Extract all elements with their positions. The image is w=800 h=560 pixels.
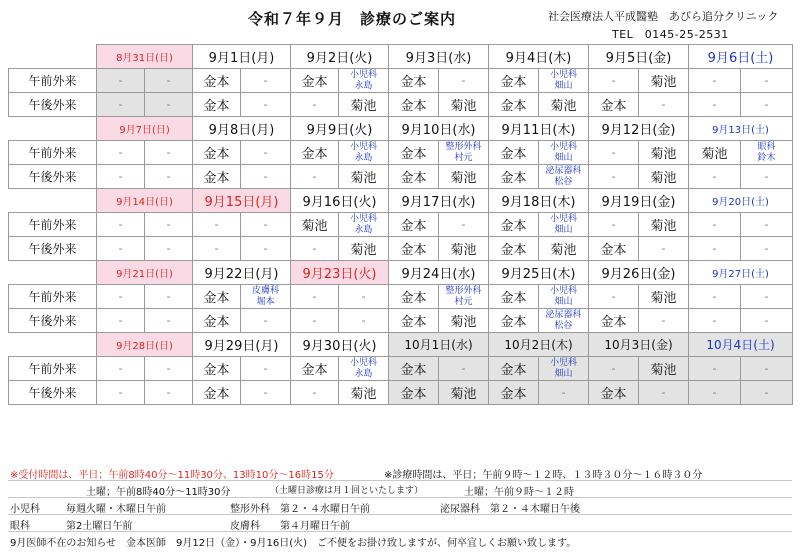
date-header: 9月23日(火)	[291, 261, 389, 285]
date-header: 10月1日(水)	[389, 333, 489, 357]
doctor-cell: 金本	[489, 237, 539, 261]
empty-slot: -	[689, 357, 741, 381]
doctor-absence-notice: 9月医師不在のお知らせ 金本医師 9月12日（金）・9月16日(火) ご不便をお掛け致しますが、何卒宜しくお願い致します。	[10, 538, 577, 549]
specialist-cell	[339, 141, 389, 165]
morning-row	[9, 357, 793, 381]
empty-slot: -	[589, 213, 639, 237]
doctor-cell: 金本	[291, 69, 339, 93]
doctor-cell: 金本	[193, 69, 241, 93]
afternoon-row	[9, 381, 793, 405]
doctor-cell: 菊池	[439, 309, 489, 333]
doctor-cell: 菊池	[439, 381, 489, 405]
notes-row-saturday	[8, 481, 792, 498]
date-header: 9月13日(土)	[689, 117, 793, 141]
empty-slot: -	[741, 285, 793, 309]
specialty-name: 小児科	[350, 141, 378, 152]
empty-slot: -	[145, 285, 193, 309]
clinic-phone: TEL 0145-25-2531	[612, 28, 729, 41]
doctor-cell: 菊池	[291, 213, 339, 237]
doctor-name: 村元	[454, 152, 473, 163]
date-header: 9月12日(金)	[589, 117, 689, 141]
dermatology-schedule: 皮膚科 第４月曜日午前	[230, 521, 350, 532]
empty-slot: -	[291, 93, 339, 117]
specialty-name: 小児科	[350, 213, 378, 224]
empty-slot: -	[741, 357, 793, 381]
doctor-cell: 菊池	[439, 165, 489, 189]
date-header: 9月27日(土)	[689, 261, 793, 285]
doctor-name: 堀本	[256, 296, 275, 307]
specialty-name: 皮膚科	[252, 285, 280, 296]
date-header: 9月2日(火)	[291, 45, 389, 69]
doctor-cell: 菊池	[339, 165, 389, 189]
afternoon-row	[9, 93, 793, 117]
doctor-cell: 金本	[589, 381, 639, 405]
notes-section	[8, 464, 792, 549]
specialist-cell	[439, 141, 489, 165]
doctor-name: 鈴木	[757, 152, 776, 163]
ophthalmology-schedule: 第2土曜日午前	[66, 521, 133, 532]
empty-slot: -	[741, 165, 793, 189]
date-header: 9月8日(月)	[193, 117, 291, 141]
date-header: 9月20日(土)	[689, 189, 793, 213]
specialist-cell	[439, 285, 489, 309]
notes-row-specialists-2	[8, 515, 792, 532]
date-row-corner	[9, 189, 97, 213]
empty-slot: -	[689, 237, 741, 261]
doctor-name: 畑山	[554, 152, 573, 163]
doctor-cell: 金本	[193, 357, 241, 381]
date-header: 9月28日(日)	[97, 333, 193, 357]
empty-slot: -	[241, 357, 291, 381]
doctor-name: 畑山	[554, 368, 573, 379]
date-header: 9月11日(木)	[489, 117, 589, 141]
doctor-cell: 金本	[489, 141, 539, 165]
doctor-cell: 菊池	[689, 141, 741, 165]
specialty-name: 整形外科	[445, 141, 482, 152]
doctor-cell: 菊池	[339, 93, 389, 117]
empty-slot: -	[97, 165, 145, 189]
empty-slot: -	[339, 309, 389, 333]
date-header: 9月21日(日)	[97, 261, 193, 285]
doctor-cell: 菊池	[539, 237, 589, 261]
date-header: 9月10日(水)	[389, 117, 489, 141]
empty-slot: -	[97, 213, 145, 237]
empty-slot: -	[291, 165, 339, 189]
date-header: 10月4日(土)	[689, 333, 793, 357]
specialist-cell	[539, 69, 589, 93]
date-header: 9月5日(金)	[589, 45, 689, 69]
urology-schedule: 泌尿器科 第２・４木曜日午後	[440, 504, 580, 515]
doctor-name: 村元	[454, 296, 473, 307]
doctor-cell: 金本	[389, 357, 439, 381]
schedule-table	[8, 44, 793, 405]
doctor-cell: 金本	[193, 165, 241, 189]
empty-slot: -	[145, 93, 193, 117]
afternoon-label: 午後外来	[9, 165, 97, 189]
date-row-corner	[9, 261, 97, 285]
morning-label: 午前外来	[9, 141, 97, 165]
specialty-name: 泌尿器科	[545, 165, 582, 176]
empty-slot: -	[589, 285, 639, 309]
doctor-name: 畑山	[554, 224, 573, 235]
doctor-name: 松谷	[554, 176, 573, 187]
empty-slot: -	[97, 237, 145, 261]
doctor-cell: 金本	[291, 357, 339, 381]
empty-slot: -	[145, 141, 193, 165]
doctor-cell: 金本	[389, 165, 439, 189]
pediatrics-label: 小児科	[10, 504, 40, 515]
date-header: 10月3日(金)	[589, 333, 689, 357]
specialty-name: 小児科	[550, 285, 578, 296]
specialist-cell	[539, 165, 589, 189]
empty-slot: -	[291, 237, 339, 261]
doctor-cell: 金本	[589, 309, 639, 333]
doctor-cell: 菊池	[539, 93, 589, 117]
doctor-cell: 菊池	[639, 141, 689, 165]
afternoon-label: 午後外来	[9, 93, 97, 117]
doctor-cell: 金本	[489, 165, 539, 189]
date-header: 9月6日(土)	[689, 45, 793, 69]
empty-slot: -	[97, 285, 145, 309]
specialty-name: 眼科	[757, 141, 776, 152]
doctor-cell: 金本	[389, 69, 439, 93]
specialty-name: 小児科	[550, 357, 578, 368]
specialist-cell	[339, 357, 389, 381]
empty-slot: -	[97, 69, 145, 93]
date-row	[9, 45, 793, 69]
doctor-name: 永島	[354, 224, 373, 235]
empty-slot: -	[689, 381, 741, 405]
doctor-name: 永島	[354, 368, 373, 379]
date-row	[9, 189, 793, 213]
date-row	[9, 117, 793, 141]
empty-slot: -	[741, 93, 793, 117]
empty-slot: -	[639, 237, 689, 261]
empty-slot: -	[241, 381, 291, 405]
doctor-cell: 金本	[489, 69, 539, 93]
doctor-name: 松谷	[554, 320, 573, 331]
specialty-name: 小児科	[550, 69, 578, 80]
empty-slot: -	[439, 213, 489, 237]
doctor-cell: 金本	[589, 237, 639, 261]
morning-row	[9, 141, 793, 165]
empty-slot: -	[145, 213, 193, 237]
doctor-name: 畑山	[554, 80, 573, 91]
date-header: 8月31日(日)	[97, 45, 193, 69]
doctor-cell: 金本	[389, 309, 439, 333]
clinic-name: 社会医療法人平成醫塾 あびら追分クリニック	[548, 10, 779, 23]
date-header: 9月19日(金)	[589, 189, 689, 213]
empty-slot: -	[241, 93, 291, 117]
empty-slot: -	[145, 357, 193, 381]
specialty-name: 小児科	[350, 69, 378, 80]
specialist-cell	[241, 285, 291, 309]
morning-row	[9, 285, 793, 309]
doctor-cell: 金本	[489, 357, 539, 381]
specialist-cell	[539, 213, 589, 237]
empty-slot: -	[689, 309, 741, 333]
date-header: 9月3日(水)	[389, 45, 489, 69]
empty-slot: -	[741, 309, 793, 333]
doctor-cell: 菊池	[639, 69, 689, 93]
afternoon-label: 午後外来	[9, 381, 97, 405]
date-header: 9月17日(水)	[389, 189, 489, 213]
afternoon-row	[9, 237, 793, 261]
doctor-cell: 金本	[193, 309, 241, 333]
empty-slot: -	[97, 309, 145, 333]
doctor-name: 永島	[354, 80, 373, 91]
doctor-name: 畑山	[554, 296, 573, 307]
empty-slot: -	[741, 381, 793, 405]
empty-slot: -	[639, 309, 689, 333]
specialty-name: 整形外科	[445, 285, 482, 296]
doctor-cell: 金本	[389, 237, 439, 261]
consultation-hours-note: ※診療時間は、平日；午前９時～１２時、１３時３０分～１６時３０分	[384, 470, 703, 481]
specialist-cell	[539, 141, 589, 165]
date-header: 9月25日(木)	[489, 261, 589, 285]
doctor-cell: 金本	[193, 93, 241, 117]
empty-slot: -	[97, 93, 145, 117]
empty-slot: -	[241, 69, 291, 93]
specialist-cell	[539, 285, 589, 309]
date-row-corner	[9, 117, 97, 141]
pediatrics-schedule: 毎週火曜・木曜日午前	[66, 504, 166, 515]
empty-slot: -	[339, 285, 389, 309]
empty-slot: -	[741, 69, 793, 93]
morning-row	[9, 69, 793, 93]
empty-slot: -	[589, 165, 639, 189]
afternoon-label: 午後外来	[9, 309, 97, 333]
specialist-cell	[539, 309, 589, 333]
notes-row-absence	[8, 532, 792, 549]
doctor-cell: 金本	[291, 141, 339, 165]
doctor-cell: 菊池	[439, 93, 489, 117]
empty-slot: -	[639, 93, 689, 117]
empty-slot: -	[291, 285, 339, 309]
morning-label: 午前外来	[9, 69, 97, 93]
empty-slot: -	[241, 309, 291, 333]
morning-row	[9, 213, 793, 237]
date-row-corner	[9, 333, 97, 357]
date-header: 9月16日(火)	[291, 189, 389, 213]
specialist-cell	[339, 213, 389, 237]
date-header: 9月4日(木)	[489, 45, 589, 69]
morning-label: 午前外来	[9, 285, 97, 309]
date-header: 9月7日(日)	[97, 117, 193, 141]
empty-slot: -	[589, 141, 639, 165]
empty-slot: -	[241, 213, 291, 237]
saturday-frequency-note: （土曜日診療は月１回といたします）	[270, 486, 424, 496]
empty-slot: -	[145, 69, 193, 93]
empty-slot: -	[689, 93, 741, 117]
date-header: 9月9日(火)	[291, 117, 389, 141]
empty-slot: -	[97, 357, 145, 381]
empty-slot: -	[689, 69, 741, 93]
doctor-cell: 菊池	[639, 213, 689, 237]
empty-slot: -	[539, 381, 589, 405]
date-header: 9月22日(月)	[193, 261, 291, 285]
doctor-cell: 金本	[389, 213, 439, 237]
doctor-cell: 金本	[193, 285, 241, 309]
empty-slot: -	[439, 357, 489, 381]
orthopedics-schedule: 整形外科 第２・４水曜日午前	[230, 504, 370, 515]
empty-slot: -	[589, 69, 639, 93]
doctor-cell: 金本	[489, 381, 539, 405]
saturday-reception-note: 土曜；午前8時40分～11時30分	[86, 487, 231, 498]
empty-slot: -	[439, 69, 489, 93]
date-row	[9, 333, 793, 357]
empty-slot: -	[97, 381, 145, 405]
saturday-hours-note: 土曜；午前９時～１２時	[464, 487, 574, 498]
empty-slot: -	[193, 213, 241, 237]
schedule-body	[9, 45, 793, 405]
empty-slot: -	[145, 381, 193, 405]
specialty-name: 小児科	[350, 357, 378, 368]
empty-slot: -	[741, 237, 793, 261]
morning-label: 午前外来	[9, 213, 97, 237]
doctor-cell: 菊池	[639, 165, 689, 189]
specialty-name: 泌尿器科	[545, 309, 582, 320]
date-row-corner	[9, 45, 97, 69]
empty-slot: -	[145, 165, 193, 189]
doctor-cell: 金本	[589, 93, 639, 117]
doctor-cell: 金本	[193, 141, 241, 165]
doctor-cell: 菊池	[639, 357, 689, 381]
date-header: 10月2日(木)	[489, 333, 589, 357]
specialty-name: 小児科	[550, 213, 578, 224]
empty-slot: -	[291, 309, 339, 333]
date-header: 9月15日(月)	[193, 189, 291, 213]
doctor-cell: 金本	[193, 381, 241, 405]
doctor-cell: 金本	[489, 213, 539, 237]
empty-slot: -	[639, 381, 689, 405]
reception-hours-note: ※受付時間は、平日；午前8時40分～11時30分、13時10分～16時15分	[10, 470, 334, 481]
afternoon-row	[9, 309, 793, 333]
doctor-cell: 金本	[389, 141, 439, 165]
date-header: 9月24日(水)	[389, 261, 489, 285]
empty-slot: -	[241, 237, 291, 261]
date-header: 9月29日(月)	[193, 333, 291, 357]
empty-slot: -	[145, 309, 193, 333]
date-header: 9月30日(火)	[291, 333, 389, 357]
doctor-cell: 菊池	[439, 237, 489, 261]
doctor-cell: 菊池	[339, 237, 389, 261]
doctor-cell: 金本	[489, 93, 539, 117]
date-header: 9月14日(日)	[97, 189, 193, 213]
notes-row-specialists-1	[8, 498, 792, 515]
empty-slot: -	[689, 213, 741, 237]
empty-slot: -	[741, 213, 793, 237]
empty-slot: -	[97, 141, 145, 165]
empty-slot: -	[241, 141, 291, 165]
empty-slot: -	[241, 165, 291, 189]
empty-slot: -	[689, 165, 741, 189]
doctor-cell: 金本	[389, 93, 439, 117]
empty-slot: -	[145, 237, 193, 261]
empty-slot: -	[291, 381, 339, 405]
morning-label: 午前外来	[9, 357, 97, 381]
date-row	[9, 261, 793, 285]
date-header: 9月1日(月)	[193, 45, 291, 69]
date-header: 9月18日(木)	[489, 189, 589, 213]
doctor-cell: 菊池	[639, 285, 689, 309]
doctor-cell: 金本	[389, 285, 439, 309]
notes-row-hours	[8, 464, 792, 481]
doctor-cell: 金本	[489, 285, 539, 309]
specialist-cell	[539, 357, 589, 381]
page-title: 令和７年９月 診療のご案内	[248, 10, 457, 28]
specialty-name: 小児科	[550, 141, 578, 152]
empty-slot: -	[193, 237, 241, 261]
doctor-cell: 金本	[489, 309, 539, 333]
empty-slot: -	[689, 285, 741, 309]
empty-slot: -	[589, 357, 639, 381]
specialist-cell	[339, 69, 389, 93]
afternoon-label: 午後外来	[9, 237, 97, 261]
doctor-cell: 金本	[389, 381, 439, 405]
ophthalmology-label: 眼科	[10, 521, 30, 532]
doctor-name: 永島	[354, 152, 373, 163]
date-header: 9月26日(金)	[589, 261, 689, 285]
afternoon-row	[9, 165, 793, 189]
specialist-cell	[741, 141, 793, 165]
doctor-cell: 菊池	[339, 381, 389, 405]
